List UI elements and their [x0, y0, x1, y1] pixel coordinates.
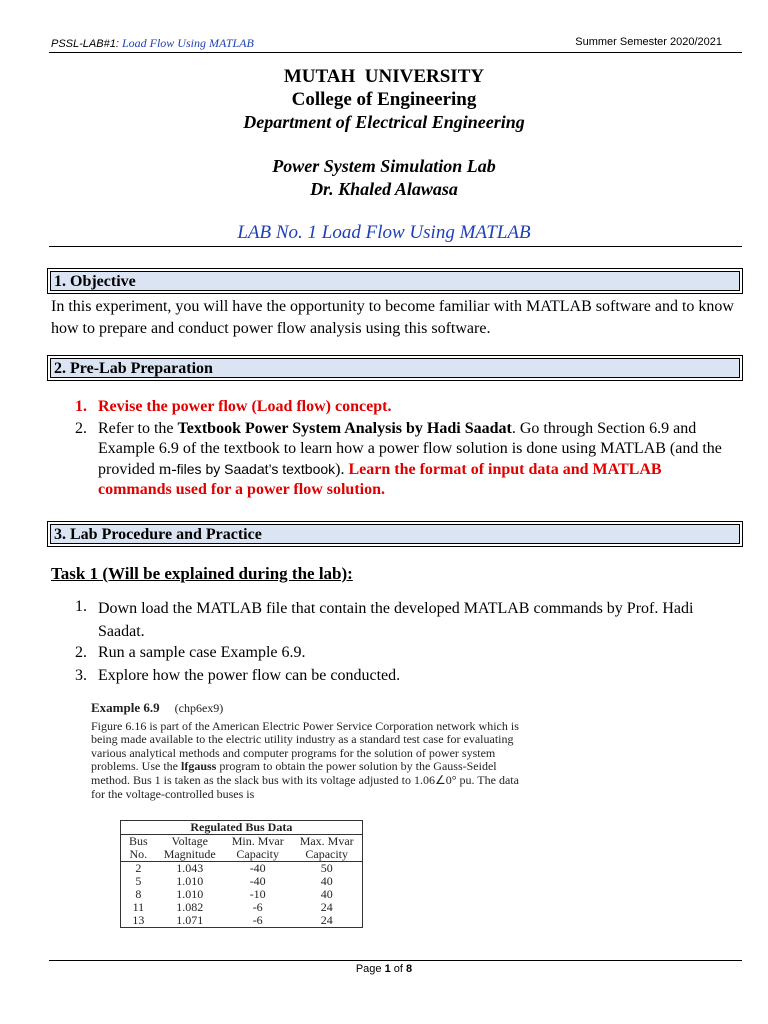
example-label: Example 6.9 [91, 700, 160, 715]
table-cell: 1.071 [176, 913, 204, 927]
task-step-1 [75, 597, 743, 640]
page-label: of [390, 963, 407, 975]
column-header: Bus [129, 834, 148, 848]
table-caption: Regulated Bus Data [121, 821, 363, 835]
example-file: (chp6ex9) [174, 701, 224, 715]
m-files-reference: files by Saadat’s textbook [176, 461, 336, 477]
course-name: Power System Simulation Lab [272, 156, 496, 176]
title-divider [49, 246, 742, 247]
prelab-item-2 [98, 419, 738, 500]
task-step-2-text: Run a sample case Example 6.9. [98, 644, 306, 661]
list-number: 3. [75, 667, 87, 684]
running-header-title [51, 36, 254, 51]
table-header-row [121, 848, 363, 862]
table-cell: 24 [320, 913, 333, 927]
lab-short-title: Load Flow Using MATLAB [121, 36, 254, 50]
example-text [91, 720, 521, 802]
table-cell: 1.082 [176, 900, 204, 914]
table-cell: 2 [135, 861, 142, 875]
section-objective-box [47, 268, 743, 294]
header-divider [49, 52, 742, 53]
lab-title: LAB No. 1 Load Flow Using MATLAB [237, 222, 531, 243]
prelab-item-2-emphasis: Learn the format of input data and MATLAB commands used for a power flow solution. [98, 461, 662, 498]
table-row [121, 914, 363, 928]
column-header: Capacity [224, 848, 292, 862]
table-row [121, 862, 363, 876]
list-number: 1. [75, 398, 87, 415]
instructor-name: Dr. Khaled Alawasa [310, 179, 458, 199]
table-cell: 40 [320, 874, 333, 888]
section-prelab-box [47, 355, 743, 381]
column-header: Voltage [171, 834, 208, 848]
table-cell: 5 [135, 874, 142, 888]
table-cell: -6 [252, 913, 263, 927]
section-prelab-heading: 2. Pre-Lab Preparation [50, 358, 740, 378]
program-name: lfgauss [180, 759, 217, 774]
prelab-item-2-text: ). [335, 461, 349, 478]
table-cell: 1.010 [176, 887, 204, 901]
table-cell: 1.010 [176, 874, 204, 888]
textbook-excerpt [91, 701, 521, 801]
prelab-item-2-block [75, 419, 743, 499]
column-header: Magnitude [156, 848, 224, 862]
task-step-1-text: Down load the MATLAB file that contain the developed MATLAB commands by Prof. Hadi Saadat. [98, 600, 694, 640]
table-cell: 8 [135, 887, 142, 901]
table-cell: 13 [132, 913, 145, 927]
regulated-bus-table [120, 820, 363, 928]
task-step-3-text: Explore how the power flow can be conducted. [98, 667, 401, 684]
task-1-title: Task 1 (Will be explained during the lab): [51, 564, 353, 583]
example-text-part: program to obtain the power solution by the Gauss-Seidel method. Bus 1 is taken as the slack bus with its voltage adjusted to 1.06∠0° pu. The data for the voltage-controlled buses is [91, 759, 519, 801]
column-header: Min. Mvar [231, 834, 284, 848]
table-header-row [121, 835, 363, 849]
table-cell: 40 [320, 887, 333, 901]
objective-text: In this experiment, you will have the opportunity to become familiar with MATLAB software and to know how to prepare and conduct power flow analysis using this software. [51, 298, 734, 337]
table-cell: 50 [320, 861, 333, 875]
course-code: PSSL-LAB#1: [51, 38, 122, 50]
page-label: Page [355, 963, 385, 975]
table-cell: -40 [249, 861, 266, 875]
column-header: No. [121, 848, 156, 862]
section-procedure-heading: 3. Lab Procedure and Practice [50, 524, 740, 544]
table-cell: -6 [252, 900, 263, 914]
table-cell: 11 [132, 900, 145, 914]
list-number: 2. [75, 420, 87, 437]
example-text-part: Figure 6.16 is part of the American Electric Power Service Corporation network which is being made available to the electric utility industry as a standard test case for evaluating various analytical methods and computer programs for the solution of power system problems. Use the [91, 718, 519, 774]
semester-label: Summer Semester 2020/2021 [575, 36, 722, 48]
current-page: 1 [384, 963, 391, 975]
prelab-item-2-text: Refer to the [98, 420, 178, 437]
prelab-item-2-text: . Go through Section 6.9 and Example 6.9 of the textbook to learn how a power flow solution is done using MATLAB (and the provided m- [98, 420, 722, 478]
footer-divider [49, 960, 742, 961]
prelab-item-1: Revise the power flow (Load flow) concept. [98, 398, 392, 415]
list-number: 2. [75, 644, 87, 661]
university-name: MUTAH UNIVERSITY [283, 66, 485, 87]
table-cell: 1.043 [176, 861, 204, 875]
department-name: Department of Electrical Engineering [243, 112, 525, 132]
total-pages: 8 [406, 963, 413, 975]
section-objective-heading: 1. Objective [50, 271, 740, 291]
list-number: 1. [75, 598, 87, 615]
textbook-reference: Textbook Power System Analysis by Hadi Saadat [177, 420, 512, 437]
table-cell: -10 [249, 887, 266, 901]
table-cell: -40 [249, 874, 266, 888]
column-header: Capacity [292, 848, 363, 862]
college-name: College of Engineering [291, 89, 477, 110]
section-procedure-box [47, 521, 743, 547]
page-number [0, 963, 768, 975]
column-header: Max. Mvar [299, 834, 354, 848]
table-cell: 24 [320, 900, 333, 914]
